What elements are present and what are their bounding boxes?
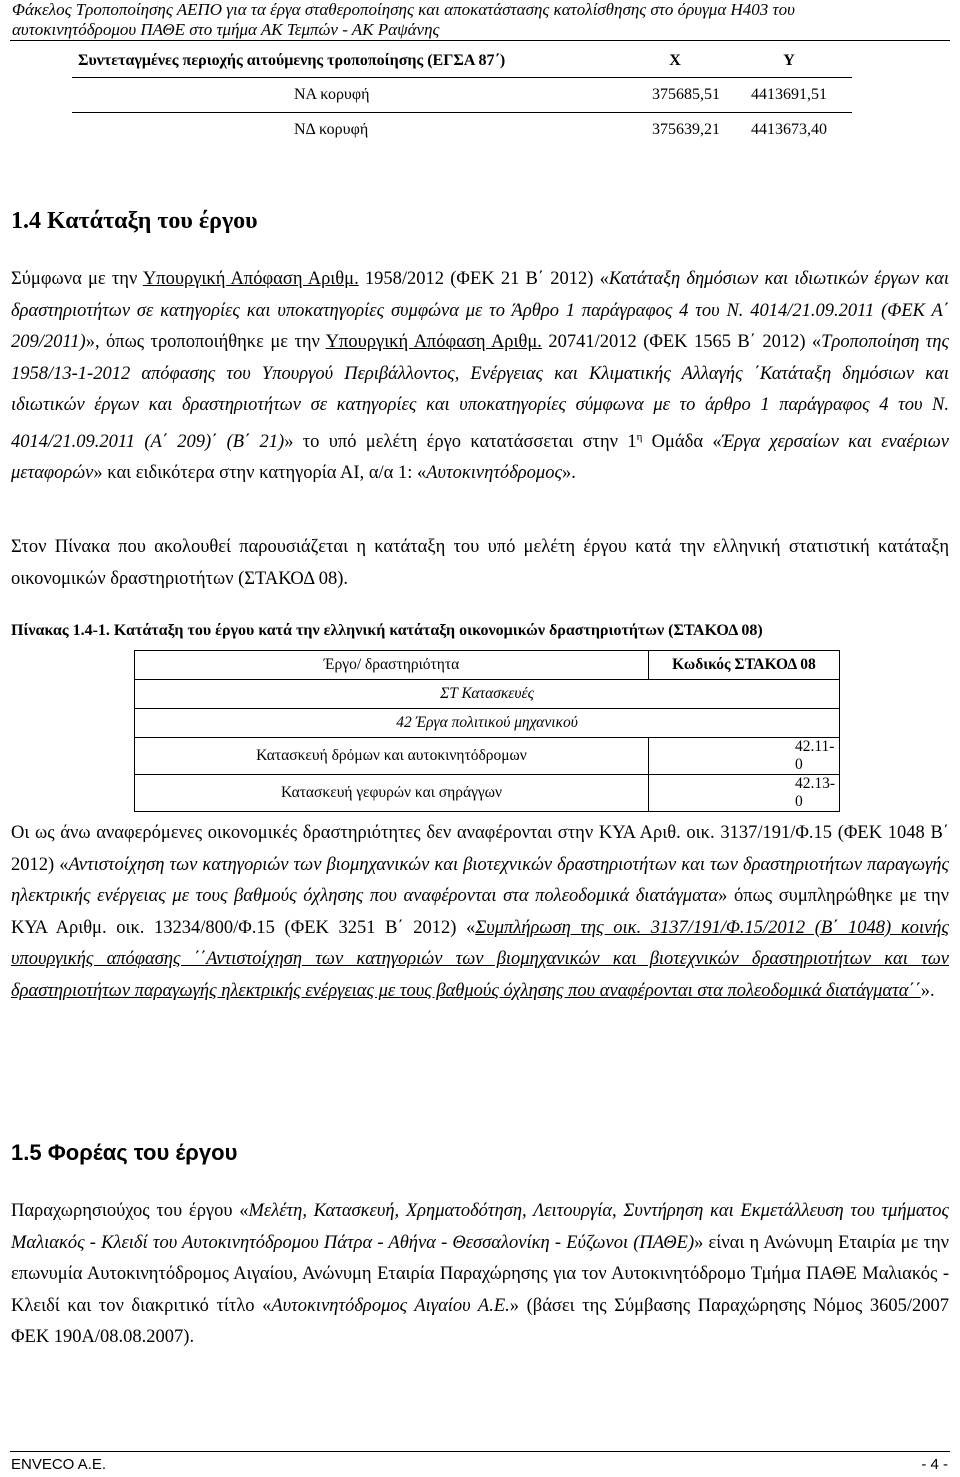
coordinates-header-y: Y (783, 51, 795, 69)
superscript: η (636, 430, 643, 443)
section-heading-1-5: 1.5 Φορέας του έργου (11, 1140, 238, 1165)
activity-code: 42.11-0 (648, 738, 839, 775)
coordinates-table (72, 44, 852, 147)
group-civil-engineering: 42 Έργα πολιτικού μηχανικού (135, 709, 840, 738)
table-row (135, 775, 840, 812)
italic-run: Συμπλήρωση της οικ. 3137/191/Φ.15/2012 (Β΄ 1048) κοινής υπουργικής απόφασης ΄΄Αντιστοίχηση των κατηγοριών των βιομηχανικών και βιοτεχνικών δραστηριοτήτων και των δραστηριοτήτων παραγωγής ηλεκτρικής ενέργειας με τους βαθμούς όχλησης που αναφέρονται στα πολεοδομικά διατάγματα΄΄ (11, 917, 949, 1001)
table-row (135, 709, 840, 738)
activity-code: 42.13-0 (648, 775, 839, 812)
group-construction: ΣΤ Κατασκευές (135, 680, 840, 709)
table-row (135, 738, 840, 775)
italic-run: Αυτοκινητόδρομος (426, 463, 562, 484)
header-code: Κωδικός ΣΤΑΚΟΔ 08 (648, 651, 839, 680)
italic-run: Αντιστοίχηση των κατηγοριών των βιομηχανικών και βιοτεχνικών δραστηριοτήτων και των δραστηριοτήτων παραγωγής ηλεκτρικής ενέργειας με τους βαθμούς όχλησης που αναφέρονται στα πολεοδομικά διατάγματα (11, 854, 949, 906)
table-header-row (135, 651, 840, 680)
point-name: ΝΑ κορυφή (72, 78, 624, 113)
point-y: 4413673,40 (726, 113, 852, 148)
header-line-2: αυτοκινητόδρομου ΠΑΘΕ στο τμήμα ΑΚ Τεμπών - ΑΚ Ραψάνης (12, 20, 440, 39)
section-heading-1-4: 1.4 Κατάταξη του έργου (11, 208, 258, 234)
point-y: 4413691,51 (726, 78, 852, 113)
text-run: 20741/2012 (ΦΕΚ 1565 Β΄ 2012) « (541, 332, 822, 352)
link-ministerial-decision-20741[interactable]: Υπουργική Απόφαση Αριθμ. (325, 332, 542, 352)
italic-run: Μελέτη, Κατασκευή, Χρηματοδότηση, Λειτουργία, Συντήρηση και Εκμετάλλευση του τμήματος Μαλιακός - Κλειδί του Αυτοκινητόδρομου Πάτρα - Αθήνα - Θεσσαλονίκη - Εύζωνοι (ΠΑΘΕ) (11, 1201, 949, 1253)
text-run: » όπως συμπληρώθηκε με την ΚΥΑ Αριθμ. οικ. 13234/800/Φ.15 (ΦΕΚ 3251 Β΄ 2012) « (11, 886, 950, 938)
italic-run: Τροποποίηση της 1958/13-1-2012 απόφασης του Υπουργού Περιβάλλοντος, Ενέργειας και Κλιματικής Αλλαγής ΄Κατάταξη δημόσιων και ιδιωτικών έργων και δραστηριοτήτων σε κατηγορίες και υποκατηγορίες σύμφωνα με το άρθρο 1 παράγραφος 4 του Ν. 4014/21.09.2011 (Α΄ 209)΄ (Β΄ 21) (11, 332, 949, 452)
header-activity: Έργο/ δραστηριότητα (135, 651, 649, 680)
operator-paragraph (11, 1196, 949, 1354)
italic-run: Κατάταξη δημόσιων και ιδιωτικών έργων και δραστηριοτήτων σε κατηγορίες και υποκατηγορίες συμφώνα με το Άρθρο 1 παράγραφος 4 του Ν. 4014/21.09.2011 (ΦΕΚ Α΄ 209/2011) (11, 269, 949, 352)
table-caption: Πίνακας 1.4-1. Κατάταξη του έργου κατά την ελληνική κατάταξη οικονομικών δραστηριοτήτων (ΣΤΑΚΟΔ 08) (11, 622, 763, 639)
text-run: » (βάσει της Σύμβασης Παραχώρησης Νόμος 3605/2007 ΦΕΚ 190Α/08.08.2007). (11, 1295, 949, 1347)
table-row (135, 680, 840, 709)
text-run: » το υπό μελέτη έργο κατατάσσεται στην 1 (284, 431, 637, 452)
page-number: - 4 - (921, 1456, 948, 1473)
text-run: ». (920, 980, 935, 1001)
italic-run: Έργα χερσαίων και εναέριων μεταφορών (11, 431, 950, 484)
text-run: » και ειδικότερα στην κατηγορία ΑΙ, α/α 1: « (93, 463, 427, 484)
classification-paragraph (11, 264, 949, 490)
activity-name: Κατασκευή δρόμων και αυτοκινητόδρομων (135, 738, 649, 775)
point-x: 375639,21 (624, 113, 726, 148)
text-run: », όπως τροποποιήθηκε με την (85, 332, 326, 352)
coordinates-header-row (72, 44, 852, 78)
coordinates-header-x: X (669, 51, 681, 69)
kya-paragraph (11, 818, 949, 1007)
coordinates-header-label: Συντεταγμένες περιοχής αιτούμενης τροποποίησης (ΕΓΣΑ 87΄) (78, 51, 506, 69)
table-row (72, 113, 852, 148)
text-run: Οι ως άνω αναφερόμενες οικονομικές δραστηριότητες δεν αναφέρονται στην ΚΥΑ Αριθ. οικ. 3137/191/Φ.15 (ΦΕΚ 1048 Β΄ 2012) « (11, 823, 949, 875)
text-run: Παραχωρησιούχος του έργου « (11, 1201, 249, 1221)
point-x: 375685,51 (624, 78, 726, 113)
stakod-intro-paragraph: Στον Πίνακα που ακολουθεί παρουσιάζεται η κατάταξη του υπό μελέτη έργου κατά την ελληνική στατιστική κατάταξη οικονομικών δραστηριοτήτων (ΣΤΑΚΟΔ 08). (11, 537, 949, 589)
text-run: Σύμφωνα με την (11, 269, 143, 289)
text-run: » είναι η Ανώνυμη Εταιρία με την επωνυμία Αυτοκινητόδρομος Αιγαίου, Ανώνυμη Εταιρία Παραχώρησης για τον Αυτοκινητόδρομο Τμήμα ΠΑΘΕ Μαλιακός - Κλειδί και τον διακριτικό τίτλο « (11, 1232, 949, 1316)
stakod-classification-table (134, 650, 840, 812)
italic-run: Αυτοκινητόδρομος Αιγαίου Α.Ε. (271, 1295, 510, 1316)
text-run: ». (561, 463, 576, 484)
text-run: 1958/2012 (ΦΕΚ 21 Β΄ 2012) « (358, 269, 609, 289)
footer-company: ENVECO A.E. (11, 1456, 107, 1473)
link-ministerial-decision-1958[interactable]: Υπουργική Απόφαση Αριθμ. (142, 269, 359, 289)
header-divider (10, 40, 950, 41)
text-run: Ομάδα « (642, 431, 722, 452)
table-row (72, 78, 852, 113)
header-line-1: Φάκελος Τροποποίησης ΑΕΠΟ για τα έργα σταθεροποίησης και αποκατάστασης κατολίσθησης στο όρυγμα Η403 του (12, 0, 795, 19)
activity-name: Κατασκευή γεφυρών και σηράγγων (135, 775, 649, 812)
point-name: ΝΔ κορυφή (72, 113, 624, 148)
footer-divider (10, 1451, 950, 1452)
